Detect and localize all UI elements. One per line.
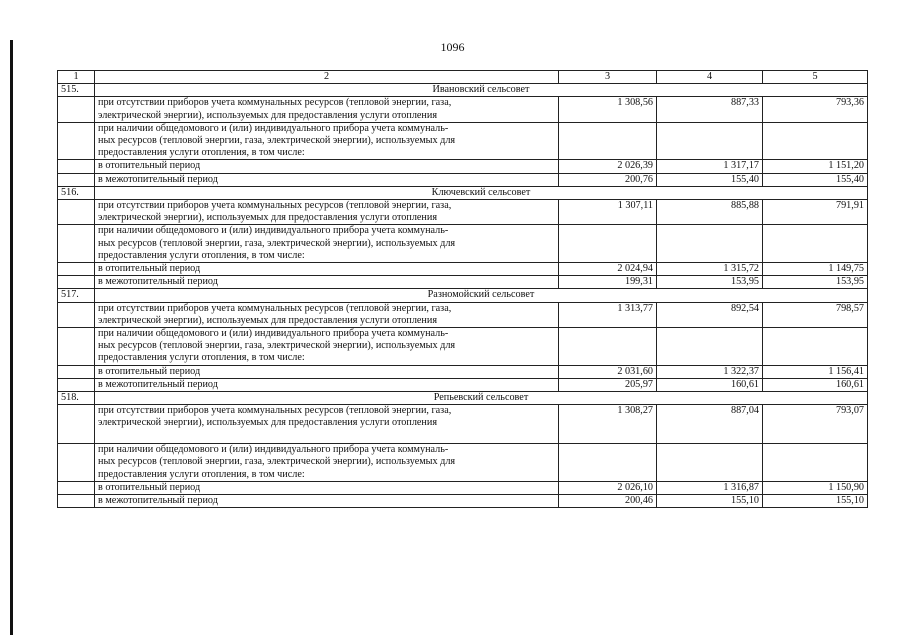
value-column-5: 793,07: [763, 405, 868, 444]
page-number: 1096: [440, 40, 465, 54]
table-row: [58, 173, 868, 186]
description-line: ных ресурсов (тепловой энергии, газа, электрической энергии), используемых для: [98, 237, 456, 249]
table-row: [58, 97, 868, 122]
value-column-5: [763, 122, 868, 160]
row-description: [95, 495, 559, 508]
description-line: электрической энергии), используемых для предоставления услуги отопления: [98, 314, 438, 326]
description-line: ных ресурсов (тепловой энергии, газа, электрической энергии), используемых для: [98, 135, 456, 147]
table-row: [58, 444, 868, 482]
value-column-3: 199,31: [559, 276, 657, 289]
description-line: электрической энергии), используемых для предоставления услуги отопления: [98, 417, 438, 429]
table-row: [58, 495, 868, 508]
description-line: предоставления услуги отопления, в том числе:: [98, 147, 305, 159]
group-header-row: [58, 289, 868, 302]
table-row: [58, 122, 868, 160]
description-line: в межотопительный период: [98, 378, 218, 390]
value-column-4: 155,40: [657, 173, 763, 186]
description-line: при наличии общедомового и (или) индивидуального прибора учета коммуналь-: [98, 444, 449, 456]
index-cell-empty: [58, 225, 95, 263]
index-cell-empty: [58, 405, 95, 444]
index-cell-empty: [58, 200, 95, 225]
value-column-4: 155,10: [657, 495, 763, 508]
group-region-name: Разномойский сельсовет: [95, 289, 868, 302]
description-line: в межотопительный период: [98, 495, 218, 507]
value-column-4: [657, 444, 763, 482]
row-description: [95, 160, 559, 173]
value-column-4: 1 316,87: [657, 481, 763, 494]
value-column-3: 1 308,27: [559, 405, 657, 444]
description-line: электрической энергии), используемых для предоставления услуги отопления: [98, 212, 438, 224]
index-cell-empty: [58, 302, 95, 327]
table-row: [58, 405, 868, 444]
tariff-table-body: [58, 71, 868, 508]
value-column-3: 200,76: [559, 173, 657, 186]
row-description: [95, 405, 559, 444]
value-column-4: 1 322,37: [657, 365, 763, 378]
description-line: предоставления услуги отопления, в том числе:: [98, 249, 305, 261]
table-row: [58, 481, 868, 494]
index-cell-empty: [58, 97, 95, 122]
group-region-name: Репьевский сельсовет: [95, 392, 868, 405]
value-column-4: 160,61: [657, 378, 763, 391]
value-column-5: 160,61: [763, 378, 868, 391]
value-column-5: 155,10: [763, 495, 868, 508]
value-column-5: 1 149,75: [763, 263, 868, 276]
value-column-3: 1 308,56: [559, 97, 657, 122]
description-line: в отопительный период: [98, 160, 201, 172]
value-column-3: [559, 328, 657, 366]
row-description: [95, 225, 559, 263]
value-column-5: 153,95: [763, 276, 868, 289]
description-line: ных ресурсов (тепловой энергии, газа, электрической энергии), используемых для: [98, 340, 456, 352]
table-row: [58, 160, 868, 173]
index-cell-empty: [58, 365, 95, 378]
value-column-5: 798,57: [763, 302, 868, 327]
value-column-3: 2 024,94: [559, 263, 657, 276]
row-description: [95, 378, 559, 391]
index-cell-empty: [58, 481, 95, 494]
value-column-3: 2 026,39: [559, 160, 657, 173]
value-column-4: 887,04: [657, 405, 763, 444]
value-column-4: [657, 225, 763, 263]
value-column-3: [559, 444, 657, 482]
index-cell-empty: [58, 378, 95, 391]
group-region-name: Ключевский сельсовет: [95, 186, 868, 199]
group-index: 518.: [58, 392, 95, 405]
index-cell-empty: [58, 263, 95, 276]
description-line: при отсутствии приборов учета коммунальных ресурсов (тепловой энергии, газа,: [98, 405, 452, 417]
description-line: при отсутствии приборов учета коммунальных ресурсов (тепловой энергии, газа,: [98, 97, 452, 109]
row-description: [95, 276, 559, 289]
row-description: [95, 122, 559, 160]
value-column-4: [657, 122, 763, 160]
group-header-row: [58, 392, 868, 405]
description-line: в отопительный период: [98, 365, 201, 377]
row-description: [95, 173, 559, 186]
description-line: в отопительный период: [98, 481, 201, 493]
value-column-5: [763, 328, 868, 366]
description-line: предоставления услуги отопления, в том числе:: [98, 468, 305, 480]
group-index: 516.: [58, 186, 95, 199]
value-column-4: [657, 328, 763, 366]
column-number-1: 1: [58, 71, 95, 84]
index-cell-empty: [58, 495, 95, 508]
value-column-4: 153,95: [657, 276, 763, 289]
table-row: [58, 276, 868, 289]
table-row: [58, 302, 868, 327]
table-row: [58, 200, 868, 225]
value-column-3: 200,46: [559, 495, 657, 508]
group-region-name: Ивановский сельсовет: [95, 84, 868, 97]
column-number-5: 5: [763, 71, 868, 84]
value-column-4: 887,33: [657, 97, 763, 122]
description-line: предоставления услуги отопления, в том числе:: [98, 352, 305, 364]
column-number-3: 3: [559, 71, 657, 84]
row-description: [95, 97, 559, 122]
row-description: [95, 200, 559, 225]
row-description: [95, 365, 559, 378]
column-number-2: 2: [95, 71, 559, 84]
description-line: при наличии общедомового и (или) индивидуального прибора учета коммуналь-: [98, 225, 449, 237]
description-line: при отсутствии приборов учета коммунальных ресурсов (тепловой энергии, газа,: [98, 200, 452, 212]
row-description: [95, 328, 559, 366]
value-column-5: 793,36: [763, 97, 868, 122]
value-column-5: 1 156,41: [763, 365, 868, 378]
value-column-3: 2 026,10: [559, 481, 657, 494]
row-description: [95, 263, 559, 276]
value-column-4: 885,88: [657, 200, 763, 225]
row-description: [95, 302, 559, 327]
description-line: при отсутствии приборов учета коммунальных ресурсов (тепловой энергии, газа,: [98, 302, 452, 314]
value-column-3: 205,97: [559, 378, 657, 391]
group-index: 517.: [58, 289, 95, 302]
tariff-table: [57, 70, 868, 508]
table-row: [58, 225, 868, 263]
value-column-3: 2 031,60: [559, 365, 657, 378]
index-cell-empty: [58, 173, 95, 186]
value-column-3: [559, 122, 657, 160]
value-column-4: 1 315,72: [657, 263, 763, 276]
value-column-5: 1 150,90: [763, 481, 868, 494]
value-column-5: 155,40: [763, 173, 868, 186]
table-row: [58, 365, 868, 378]
description-line: в отопительный период: [98, 263, 201, 275]
value-column-3: [559, 225, 657, 263]
table-row: [58, 328, 868, 366]
row-description: [95, 481, 559, 494]
index-cell-empty: [58, 160, 95, 173]
value-column-5: 1 151,20: [763, 160, 868, 173]
value-column-5: [763, 225, 868, 263]
table-row: [58, 263, 868, 276]
description-line: при наличии общедомового и (или) индивидуального прибора учета коммуналь-: [98, 122, 449, 134]
value-column-3: 1 307,11: [559, 200, 657, 225]
group-index: 515.: [58, 84, 95, 97]
value-column-4: 892,54: [657, 302, 763, 327]
description-line: при наличии общедомового и (или) индивидуального прибора учета коммуналь-: [98, 328, 449, 340]
description-line: в межотопительный период: [98, 276, 218, 288]
index-cell-empty: [58, 328, 95, 366]
value-column-3: 1 313,77: [559, 302, 657, 327]
description-line: в межотопительный период: [98, 173, 218, 185]
value-column-4: 1 317,17: [657, 160, 763, 173]
group-header-row: [58, 84, 868, 97]
index-cell-empty: [58, 276, 95, 289]
index-cell-empty: [58, 444, 95, 482]
value-column-5: [763, 444, 868, 482]
description-line: электрической энергии), используемых для предоставления услуги отопления: [98, 109, 438, 121]
value-column-5: 791,91: [763, 200, 868, 225]
left-margin-rule: [10, 40, 13, 635]
index-cell-empty: [58, 122, 95, 160]
row-description: [95, 444, 559, 482]
group-header-row: [58, 186, 868, 199]
column-number-row: [58, 71, 868, 84]
column-number-4: 4: [657, 71, 763, 84]
description-line: ных ресурсов (тепловой энергии, газа, электрической энергии), используемых для: [98, 456, 456, 468]
table-row: [58, 378, 868, 391]
